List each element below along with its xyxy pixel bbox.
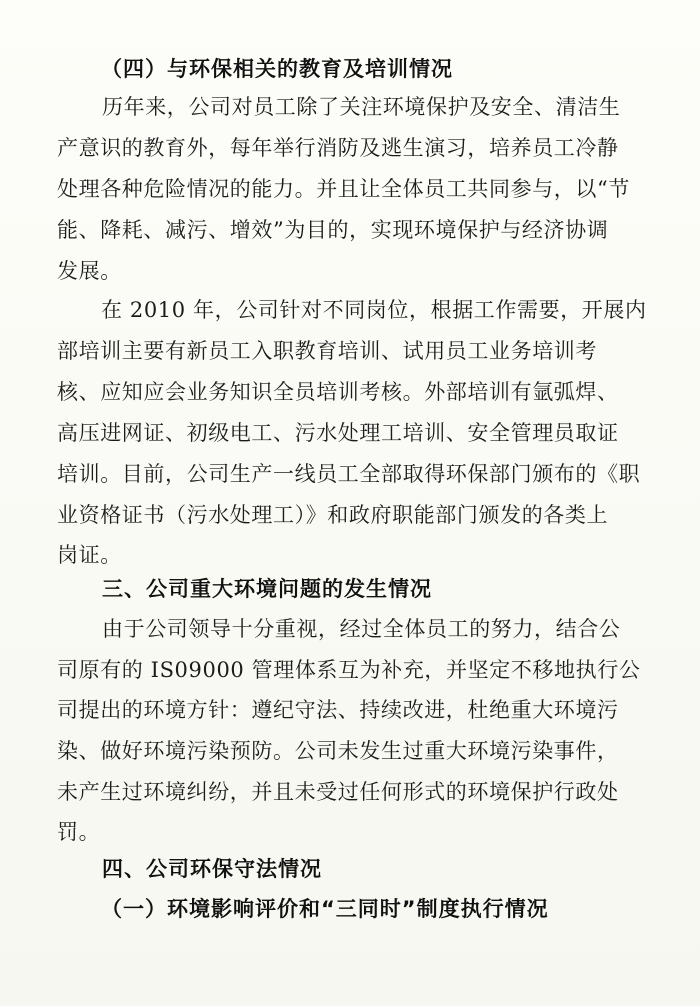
section-heading-eia-three-simultaneous: （一）环境影响评价和“三同时”制度执行情况: [101, 897, 549, 921]
paragraph-line: 部培训主要有新员工入职教育培训、试用员工业务培训考: [57, 339, 597, 363]
paragraph-line: 司提出的环境方针：遵纪守法、持续改进，杜绝重大环境污: [57, 698, 619, 722]
paragraph-line: 罚。: [57, 820, 101, 844]
paragraph-line: 业资格证书（污水处理工）》和政府职能部门颁发的各类上: [57, 503, 609, 527]
paragraph-line: 发展。: [57, 259, 122, 283]
section-heading-education-training: （四）与环保相关的教育及培训情况: [101, 57, 453, 81]
paragraph-line: 历年来，公司对员工除了关注环境保护及安全、清洁生: [102, 95, 621, 119]
paragraph-line: 染、做好环境污染预防。公司未发生过重大环境污染事件，: [57, 739, 619, 763]
section-heading-environmental-compliance: 四、公司环保守法情况: [102, 857, 322, 881]
paragraph-line: 培训。目前，公司生产一线员工全部取得环保部门颁布的《职: [57, 462, 641, 486]
paragraph-line: 在 2010 年，公司针对不同岗位，根据工作需要，开展内: [101, 298, 647, 322]
section-heading-major-environmental-issues: 三、公司重大环境问题的发生情况: [102, 577, 432, 601]
paragraph-line: 高压进网证、初级电工、污水处理工培训、安全管理员取证: [57, 421, 619, 445]
paragraph-line: 由于公司领导十分重视，经过全体员工的努力，结合公: [102, 617, 621, 641]
paragraph-line: 处理各种危险情况的能力。并且让全体员工共同参与，以“节: [57, 177, 630, 201]
paragraph-line: 能、降耗、减污、增效”为目的，实现环境保护与经济协调: [57, 218, 609, 242]
paragraph-line: 岗证。: [57, 543, 122, 567]
paragraph-line: 未产生过环境纠纷，并且未受过任何形式的环境保护行政处: [57, 780, 619, 804]
paragraph-line: 核、应知应会业务知识全员培训考核。外部培训有氩弧焊、: [57, 380, 619, 404]
paragraph-line: 产意识的教育外，每年举行消防及逃生演习，培养员工冷静: [57, 136, 619, 160]
paragraph-line: 司原有的 IS09000 管理体系互为补充，并坚定不移地执行公: [57, 658, 641, 682]
